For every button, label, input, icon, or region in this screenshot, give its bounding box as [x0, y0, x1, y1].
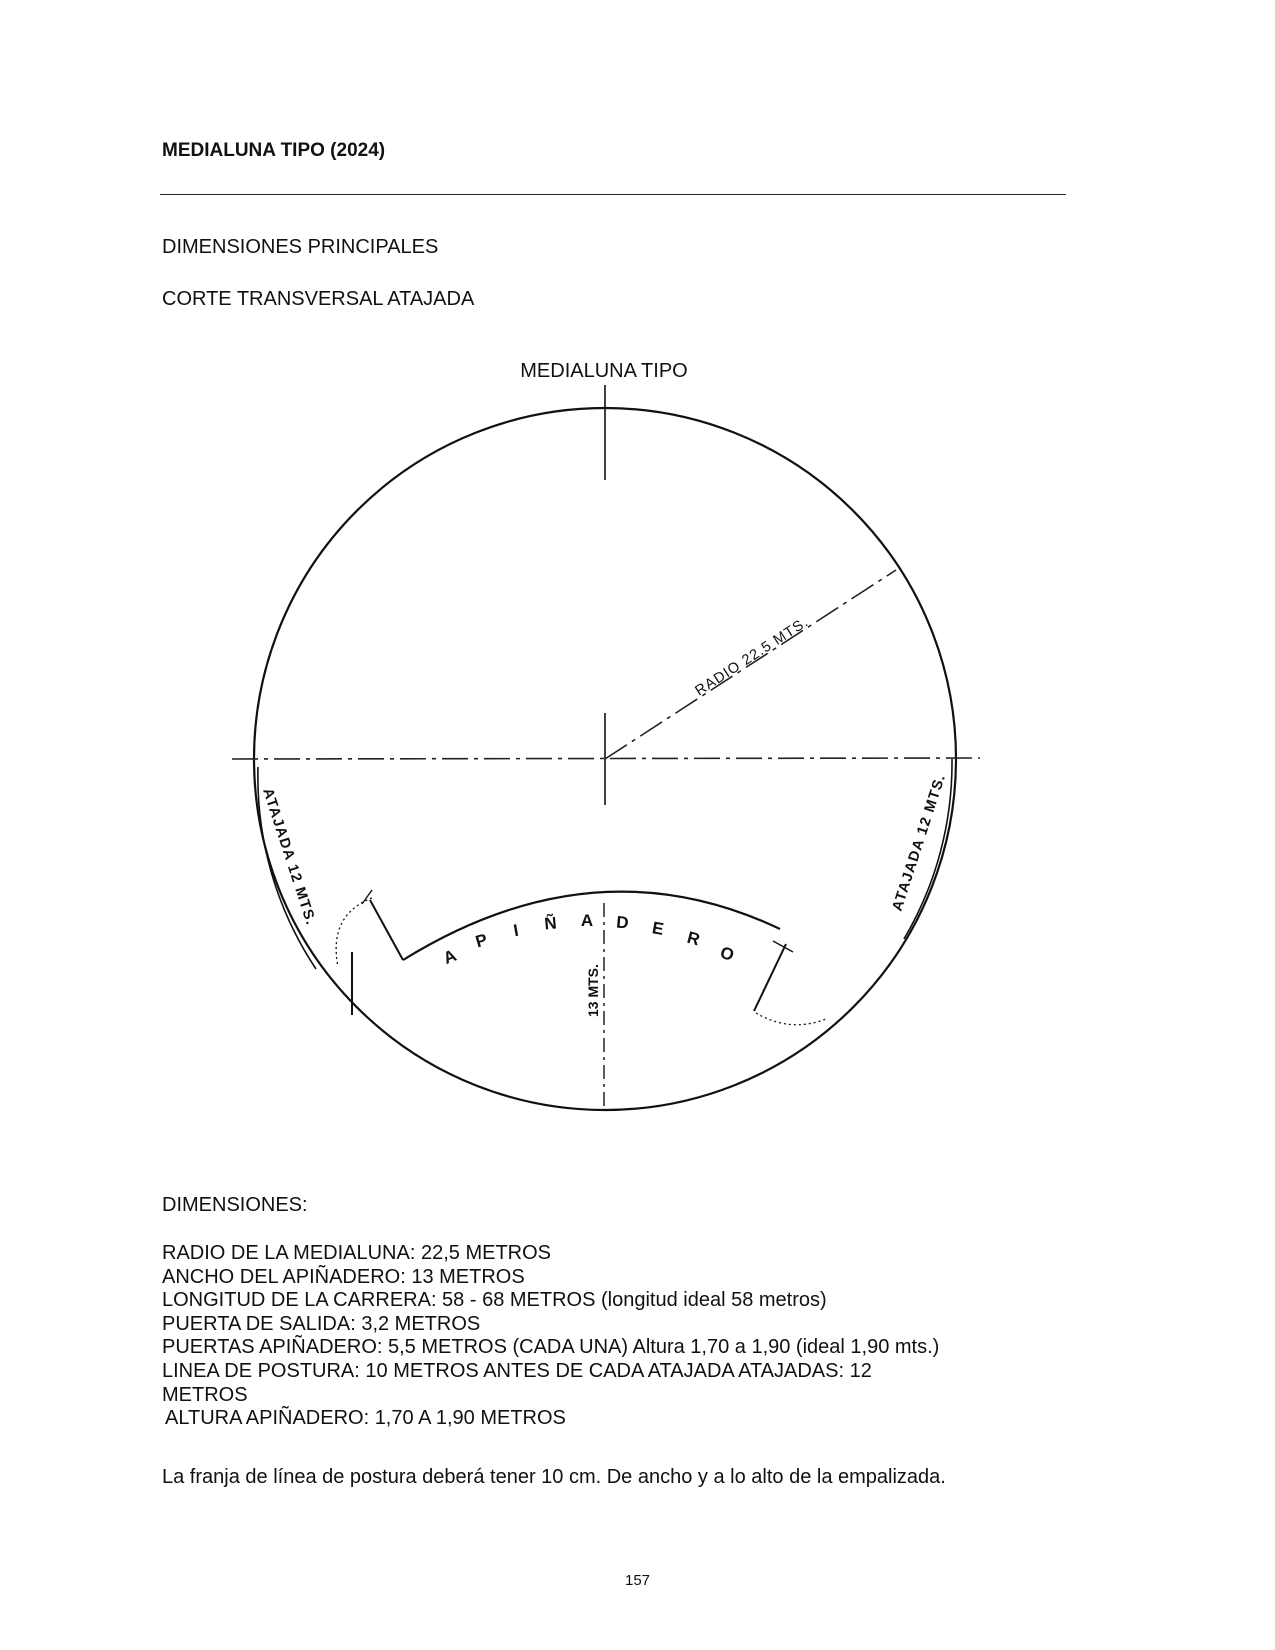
subsection-heading: CORTE TRANSVERSAL ATAJADA — [162, 288, 475, 310]
right-gate-swing — [756, 1013, 826, 1025]
depth-label: 13 MTS. — [585, 964, 601, 1017]
list-item: PUERTAS APIÑADERO: 5,5 METROS (CADA UNA) Altura 1,70 a 1,90 (ideal 1,90 mts.) — [162, 1336, 940, 1359]
diagram-title: MEDIALUNA TIPO — [520, 360, 688, 382]
apinadero-letter: P — [473, 930, 490, 952]
apinadero-letter: A — [580, 911, 594, 930]
right-atajada-label: ATAJADA 12 MTS. — [889, 771, 950, 914]
right-gate — [754, 944, 786, 1011]
apinadero-letter: O — [717, 942, 737, 966]
list-item: RADIO DE LA MEDIALUNA: 22,5 METROS — [162, 1242, 551, 1264]
apinadero-letter: R — [685, 927, 702, 950]
dimensions-title: DIMENSIONES: — [162, 1194, 308, 1216]
title-divider — [160, 194, 1066, 195]
list-item: ALTURA APIÑADERO: 1,70 A 1,90 METROS — [165, 1407, 566, 1430]
list-item: LONGITUD DE LA CARRERA: 58 - 68 METROS (longitud ideal 58 metros) — [162, 1289, 827, 1312]
page-number: 157 — [624, 1572, 651, 1589]
list-item: METROS — [162, 1383, 248, 1406]
apinadero-letter: E — [650, 918, 666, 939]
left-gate-swing — [336, 898, 372, 967]
apinadero-letter: Ñ — [543, 913, 558, 934]
medialuna-diagram — [220, 355, 1000, 1115]
list-item: ANCHO DEL APIÑADERO: 13 METROS — [162, 1265, 525, 1288]
left-gate — [370, 900, 403, 960]
apinadero-letter: I — [512, 920, 521, 941]
section-heading: DIMENSIONES PRINCIPALES — [162, 236, 439, 258]
list-item: LINEA DE POSTURA: 10 METROS ANTES DE CADA ATAJADA ATAJADAS: 12 — [162, 1359, 872, 1382]
dimensions-list — [162, 1242, 952, 1431]
left-atajada-label: ATAJADA 12 MTS. — [259, 786, 319, 928]
radius-label: RADIO 22.5 MTS. — [692, 614, 812, 700]
list-item: PUERTA DE SALIDA: 3,2 METROS — [162, 1312, 481, 1335]
document-title: MEDIALUNA TIPO (2024) — [162, 140, 386, 161]
footnote: La franja de línea de postura deberá tener 10 cm. De ancho y a lo alto de la empalizada. — [162, 1466, 946, 1488]
apinadero-letter: A — [440, 945, 460, 969]
apinadero-letter: D — [615, 912, 630, 933]
